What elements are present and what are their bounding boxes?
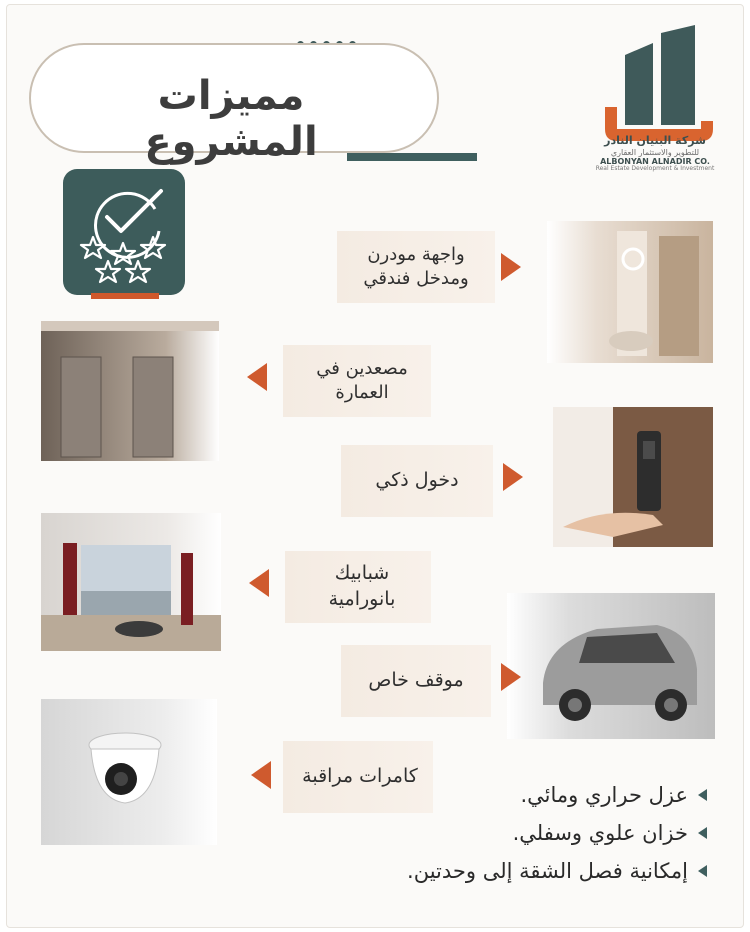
photo-smart-lock: [553, 407, 713, 547]
feature-label-5: موقف خاص: [368, 669, 464, 692]
badge-underline: [91, 293, 159, 299]
list-item-text: إمكانية فصل الشقة إلى وحدتين.: [407, 859, 688, 883]
list-item: [407, 821, 707, 845]
check-stars-icon: [63, 169, 185, 295]
bullet-marker-icon: [698, 789, 707, 801]
bullet-marker-icon: [698, 865, 707, 877]
triangle-pointer-icon: [503, 463, 523, 491]
features-badge: [63, 169, 185, 295]
triangle-pointer-icon: [251, 761, 271, 789]
triangle-pointer-icon: [249, 569, 269, 597]
feature-label-4: شبابيك بانورامية: [328, 562, 396, 610]
logo-name-ar: شركة البنيان النادر: [604, 134, 706, 147]
extra-features-list: [407, 783, 707, 897]
photo-panoramic-window: [41, 513, 221, 651]
feature-card-1: [337, 231, 495, 303]
feature-label-2: مصعدين في العمارة: [316, 357, 408, 403]
logo-tagline-en: Real Estate Development & Investment: [595, 165, 715, 173]
feature-label-3: دخول ذكي: [375, 469, 459, 492]
list-item: [407, 859, 707, 883]
feature-card-5: [341, 645, 491, 717]
feature-card-4: [285, 551, 431, 623]
title-underline: [347, 153, 477, 161]
logo-tagline-ar: للتطوير والاستثمار العقاري: [610, 147, 700, 157]
triangle-pointer-icon: [501, 253, 521, 281]
feature-label-6: كامرات مراقبة: [302, 765, 418, 788]
feature-card-2: [283, 345, 431, 417]
bullet-marker-icon: [698, 827, 707, 839]
photo-lobby: [547, 221, 713, 363]
poster: [6, 4, 744, 928]
triangle-pointer-icon: [247, 363, 267, 391]
list-item: [407, 783, 707, 807]
title-pill: [29, 43, 439, 165]
list-item-text: خزان علوي وسفلي.: [512, 821, 688, 845]
logo-name-en: ALBONYAN ALNADIR CO.: [600, 156, 710, 166]
logo-text: [585, 135, 725, 173]
feature-label-1: واجهة مودرن ومدخل فندقي: [363, 243, 469, 289]
triangle-pointer-icon: [501, 663, 521, 691]
feature-card-3: [341, 445, 493, 517]
photo-parking-car: [507, 593, 715, 739]
photo-security-camera: [41, 699, 217, 845]
list-item-text: عزل حراري ومائي.: [520, 783, 688, 807]
page-title: مميزات المشروع: [144, 73, 318, 165]
photo-elevators: [41, 321, 219, 461]
